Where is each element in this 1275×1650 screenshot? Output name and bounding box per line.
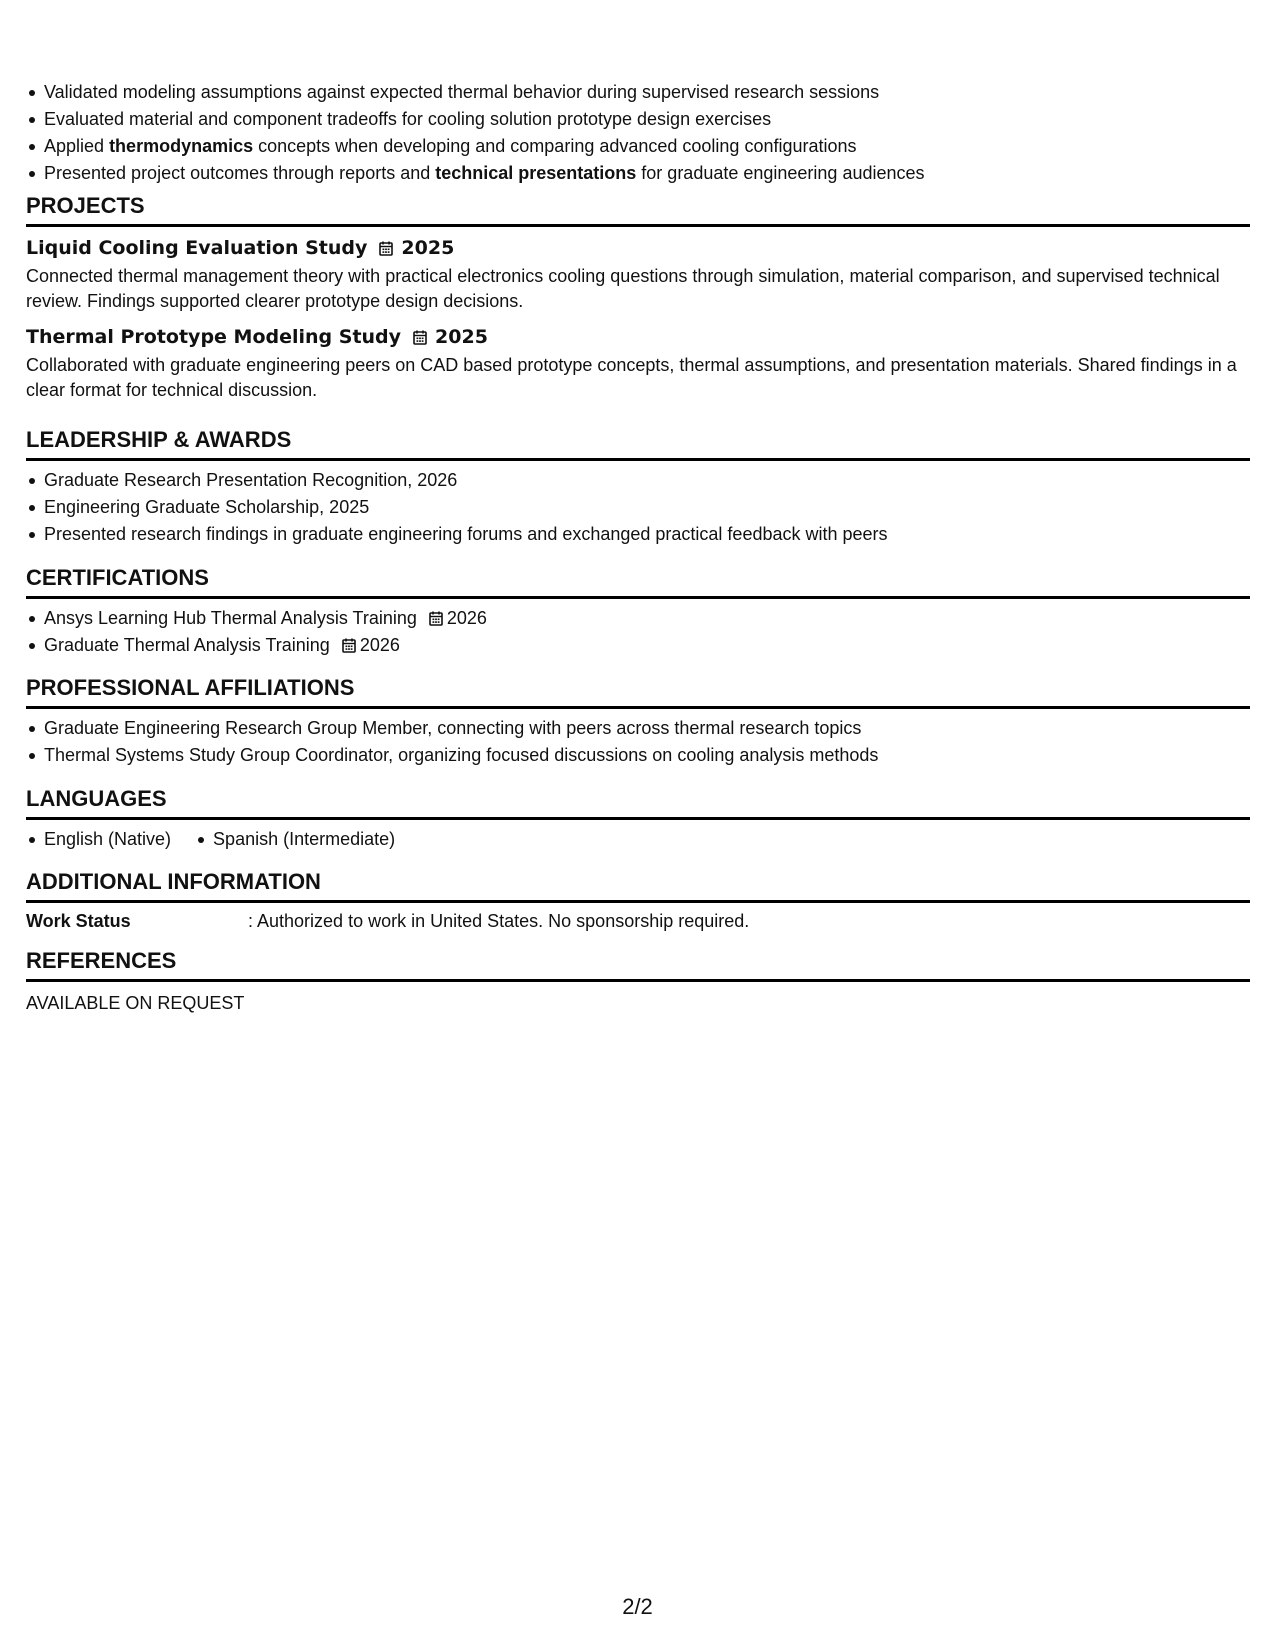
section-divider bbox=[26, 979, 1250, 982]
references-section bbox=[26, 947, 1250, 1016]
bullet-text: Validated modeling assumptions against expected thermal behavior during supervised research sessions bbox=[44, 82, 880, 102]
bullet-keyword: technical presentations bbox=[435, 163, 637, 183]
bullet-text: Evaluated material and component tradeoffs for cooling solution prototype design exercises bbox=[44, 109, 772, 129]
experience-bullet bbox=[44, 160, 925, 187]
work-status-row bbox=[26, 909, 1250, 934]
calendar-icon bbox=[342, 638, 356, 653]
certification-name: Graduate Thermal Analysis Training bbox=[44, 635, 330, 655]
bullet-text: Applied bbox=[44, 136, 110, 156]
section-divider bbox=[26, 224, 1250, 227]
project-name: Thermal Prototype Modeling Study bbox=[26, 326, 402, 348]
calendar-icon bbox=[429, 611, 443, 626]
bullet-text: concepts when developing and comparing advanced cooling configurations bbox=[253, 136, 857, 156]
section-title: PROFESSIONAL AFFILIATIONS bbox=[26, 675, 355, 700]
section-title: ADDITIONAL INFORMATION bbox=[26, 869, 321, 894]
section-divider bbox=[26, 900, 1250, 903]
certification-list bbox=[26, 605, 1250, 659]
bullet-text: for graduate engineering audiences bbox=[636, 163, 925, 183]
experience-bullet-list bbox=[26, 79, 925, 187]
leadership-section bbox=[26, 426, 1250, 548]
list-item bbox=[44, 632, 1250, 659]
section-title: PROJECTS bbox=[26, 193, 145, 218]
bullet-keyword: thermodynamics bbox=[109, 136, 254, 156]
references-text: AVAILABLE ON REQUEST bbox=[26, 993, 245, 1013]
list-item bbox=[44, 605, 1250, 632]
bullet-text: Presented project outcomes through reports and bbox=[44, 163, 436, 183]
affiliations-section bbox=[26, 674, 1250, 769]
certifications-section bbox=[26, 564, 1250, 659]
section-title: LANGUAGES bbox=[26, 786, 167, 811]
certification-year: 2026 bbox=[359, 635, 400, 655]
language-item: English (Native) bbox=[44, 826, 171, 853]
leadership-list bbox=[26, 467, 1250, 548]
section-divider bbox=[26, 817, 1250, 820]
additional-info-section bbox=[26, 868, 1250, 934]
list-item: Thermal Systems Study Group Coordinator, organizing focused discussions on cooling analysis methods bbox=[44, 742, 1250, 769]
project-entry bbox=[26, 324, 1250, 403]
project-description: Connected thermal management theory with practical electronics cooling questions through simulation, material comparison, and supervised technical review. Findings supported clearer prototype design decisions. bbox=[26, 266, 1220, 311]
section-divider bbox=[26, 706, 1250, 709]
calendar-icon bbox=[379, 241, 393, 256]
project-description: Collaborated with graduate engineering peers on CAD based prototype concepts, thermal assumptions, and presentation materials. Shared findings in a clear format for technical discussion. bbox=[26, 355, 1237, 400]
section-title: CERTIFICATIONS bbox=[26, 565, 209, 590]
calendar-icon bbox=[413, 330, 427, 345]
experience-bullet bbox=[44, 106, 925, 133]
list-item: Graduate Research Presentation Recognition, 2026 bbox=[44, 467, 1250, 494]
work-status-label: Work Status bbox=[26, 911, 131, 931]
experience-bullet bbox=[44, 133, 925, 160]
project-name: Liquid Cooling Evaluation Study bbox=[26, 237, 368, 259]
section-divider bbox=[26, 458, 1250, 461]
experience-bullet bbox=[44, 79, 925, 106]
projects-section bbox=[26, 192, 1250, 403]
project-year: 2025 bbox=[401, 237, 455, 259]
page-number: 2/2 bbox=[622, 1594, 653, 1619]
list-item: Graduate Engineering Research Group Member, connecting with peers across thermal research topics bbox=[44, 715, 1250, 742]
affiliation-list bbox=[26, 715, 1250, 769]
list-item: Engineering Graduate Scholarship, 2025 bbox=[44, 494, 1250, 521]
section-divider bbox=[26, 596, 1250, 599]
section-title: REFERENCES bbox=[26, 948, 177, 973]
project-year: 2025 bbox=[435, 326, 488, 348]
section-title: LEADERSHIP & AWARDS bbox=[26, 427, 292, 452]
list-item: Presented research findings in graduate engineering forums and exchanged practical feedback with peers bbox=[44, 521, 1250, 548]
languages-section bbox=[26, 785, 1250, 853]
project-entry bbox=[26, 235, 1250, 314]
language-list bbox=[26, 826, 1250, 853]
certification-name: Ansys Learning Hub Thermal Analysis Training bbox=[44, 608, 417, 628]
work-status-value: : Authorized to work in United States. No sponsorship required. bbox=[248, 911, 750, 931]
language-item: Spanish (Intermediate) bbox=[213, 826, 395, 853]
certification-year: 2026 bbox=[446, 608, 487, 628]
